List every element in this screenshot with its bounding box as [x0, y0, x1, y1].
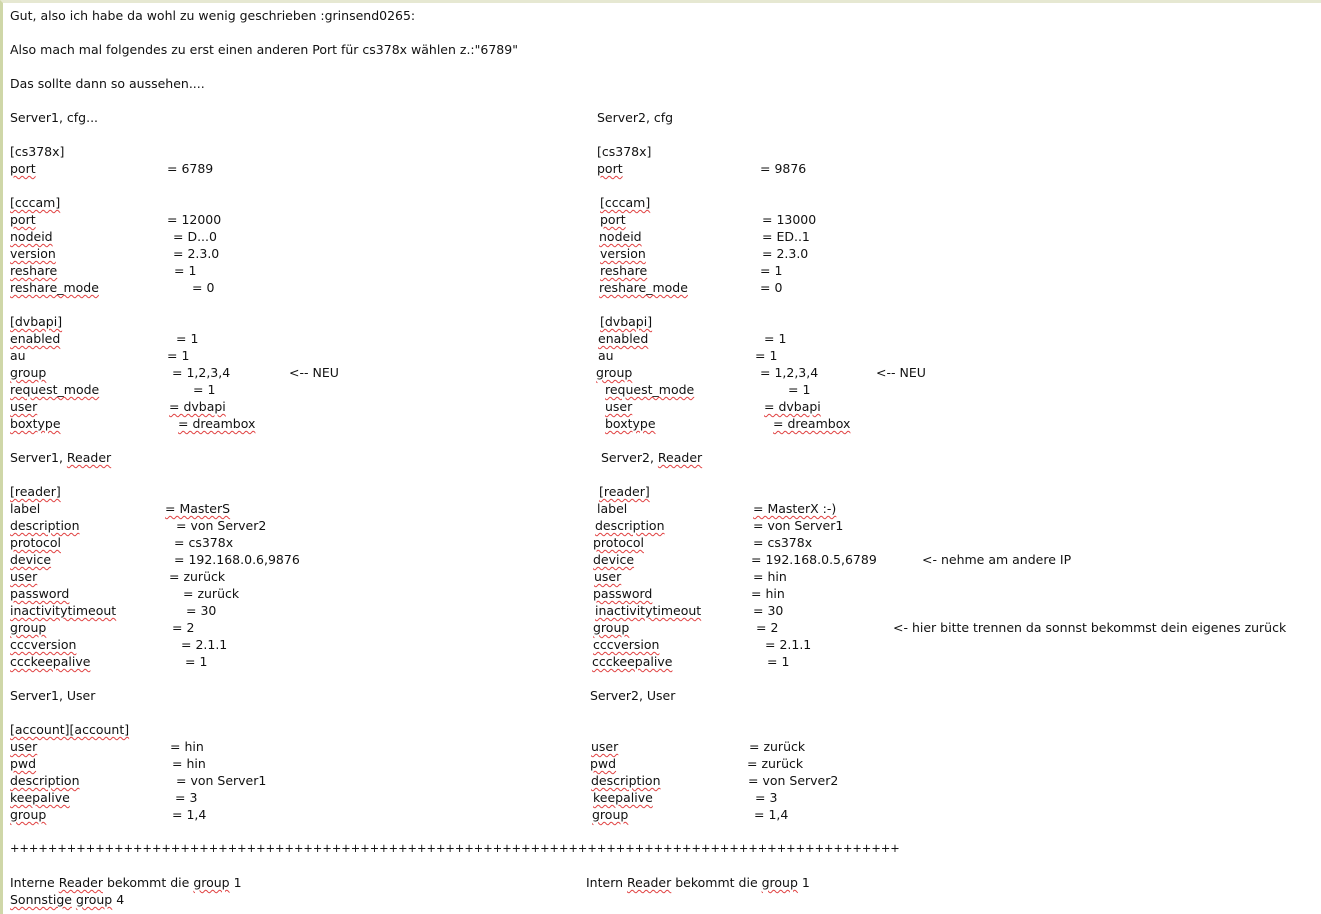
- s2-inactivity-value: = 30: [753, 603, 784, 618]
- s2-device-value: = 192.168.0.5,6789: [751, 552, 877, 567]
- s2-request-mode-key: request_mode: [605, 382, 695, 397]
- s1-account-description-value: = von Server1: [176, 773, 267, 788]
- s1-reader-user-value: = zurück: [169, 569, 226, 584]
- s1-user-value: = dvbapi: [169, 399, 226, 414]
- s1-reader-section: [reader]: [10, 484, 61, 499]
- s1-request-mode-key: request_mode: [10, 382, 100, 397]
- s1-version-value: = 2.3.0: [173, 246, 220, 261]
- s1-au-key: au: [10, 348, 26, 363]
- s1-reshare-value: = 1: [174, 263, 197, 278]
- s1-account-group-value: = 1,4: [172, 807, 207, 822]
- s1-label-key: label: [10, 501, 41, 516]
- s2-reader-user-value: = hin: [753, 569, 787, 584]
- intro-line-1: Gut, also ich habe da wohl zu wenig geschrieben :grinsend0265:: [10, 8, 416, 23]
- s2-dvbapi-section: [dvbapi]: [600, 314, 653, 329]
- server1-user-title: Server1, User: [10, 688, 96, 703]
- s2-cccam-port-value: = 13000: [762, 212, 817, 227]
- s2-account-description-value: = von Server2: [748, 773, 839, 788]
- s2-account-user-value: = zurück: [749, 739, 806, 754]
- s2-pwd-key: pwd: [590, 756, 617, 771]
- s2-group-note: <-- NEU: [876, 365, 926, 380]
- s1-keepalive-key: keepalive: [10, 790, 70, 805]
- s2-boxtype-key: boxtype: [605, 416, 656, 431]
- intro-line-2: Also mach mal folgendes zu erst einen anderen Port für cs378x wählen z.:"6789": [10, 42, 518, 57]
- s2-ccckeepalive-key: ccckeepalive: [592, 654, 673, 669]
- server1-reader-title: Server1, Reader: [10, 450, 112, 465]
- s1-nodeid-value: = D...0: [173, 229, 217, 244]
- s2-request-mode-value: = 1: [788, 382, 811, 397]
- footer-note-server2: Intern Reader bekommt die group 1: [586, 875, 810, 890]
- s2-reshare-mode-key: reshare_mode: [599, 280, 688, 295]
- s2-account-description-key: description: [591, 773, 661, 788]
- s2-label-key: label: [597, 501, 628, 516]
- s1-pwd-value: = hin: [172, 756, 206, 771]
- s2-cccam-section: [cccam]: [600, 195, 651, 210]
- s2-reshare-value: = 1: [760, 263, 783, 278]
- intro-line-3: Das sollte dann so aussehen....: [10, 76, 205, 91]
- s2-keepalive-value: = 3: [755, 790, 778, 805]
- s2-password-value: = hin: [751, 586, 785, 601]
- s1-cccam-port-value: = 12000: [167, 212, 222, 227]
- s2-port-key: port: [597, 161, 623, 176]
- s2-cccversion-value: = 2.1.1: [765, 637, 812, 652]
- s1-password-value: = zurück: [183, 586, 240, 601]
- s2-password-key: password: [593, 586, 653, 601]
- s1-account-section: [account][account]: [10, 722, 130, 737]
- s2-pwd-value: = zurück: [747, 756, 804, 771]
- s2-account-user-key: user: [591, 739, 619, 754]
- s1-cccversion-value: = 2.1.1: [181, 637, 228, 652]
- s2-reader-user-key: user: [594, 569, 622, 584]
- s1-protocol-value: = cs378x: [174, 535, 234, 550]
- s1-user-key: user: [10, 399, 38, 414]
- s1-inactivity-value: = 30: [186, 603, 217, 618]
- s1-reader-group-value: = 2: [172, 620, 195, 635]
- s1-enabled-key: enabled: [10, 331, 61, 346]
- s2-cccversion-key: cccversion: [593, 637, 660, 652]
- server2-reader-title: Server2, Reader: [601, 450, 703, 465]
- s2-label-value: = MasterX :-): [753, 501, 837, 516]
- s2-reader-group-value: = 2: [756, 620, 779, 635]
- server2-user-title: Server2, User: [590, 688, 676, 703]
- s1-dvbapi-section: [dvbapi]: [10, 314, 63, 329]
- s1-request-mode-value: = 1: [193, 382, 216, 397]
- s2-account-group-value: = 1,4: [754, 807, 789, 822]
- s1-group-value: = 1,2,3,4: [172, 365, 231, 380]
- server1-cfg-title: Server1, cfg...: [10, 110, 99, 125]
- s1-description-key: description: [10, 518, 80, 533]
- s2-nodeid-value: = ED..1: [762, 229, 810, 244]
- s1-account-user-key: user: [10, 739, 38, 754]
- s2-boxtype-value: = dreambox: [773, 416, 851, 431]
- footer-note-other: Sonnstige group 4: [10, 892, 125, 907]
- s2-enabled-key: enabled: [598, 331, 649, 346]
- s1-version-key: version: [10, 246, 56, 261]
- s2-nodeid-key: nodeid: [599, 229, 642, 244]
- s2-description-value: = von Server1: [753, 518, 844, 533]
- s1-account-user-value: = hin: [170, 739, 204, 754]
- s1-label-value: = MasterS: [165, 501, 231, 516]
- s1-pwd-key: pwd: [10, 756, 37, 771]
- s1-group-key: group: [10, 365, 47, 380]
- s2-keepalive-key: keepalive: [593, 790, 653, 805]
- s2-account-group-key: group: [592, 807, 629, 822]
- s1-boxtype-value: = dreambox: [178, 416, 256, 431]
- s1-keepalive-value: = 3: [175, 790, 198, 805]
- s1-account-group-key: group: [10, 807, 47, 822]
- s2-group-value: = 1,2,3,4: [760, 365, 819, 380]
- s1-reshare-mode-key: reshare_mode: [10, 280, 99, 295]
- s1-reshare-mode-value: = 0: [192, 280, 215, 295]
- s2-device-key: device: [593, 552, 635, 567]
- s2-device-note: <- nehme am andere IP: [922, 552, 1072, 567]
- s1-cccam-port-key: port: [10, 212, 36, 227]
- s2-ccckeepalive-value: = 1: [767, 654, 790, 669]
- s2-user-key: user: [605, 399, 633, 414]
- s2-cs378x-section: [cs378x]: [597, 144, 652, 159]
- s2-reader-group-key: group: [593, 620, 630, 635]
- s2-inactivity-key: inactivitytimeout: [595, 603, 702, 618]
- s1-reader-group-key: group: [10, 620, 47, 635]
- s1-boxtype-key: boxtype: [10, 416, 61, 431]
- s2-cccam-port-key: port: [600, 212, 626, 227]
- s2-group-key: group: [596, 365, 633, 380]
- s1-port-key: port: [10, 161, 36, 176]
- s1-cccversion-key: cccversion: [10, 637, 77, 652]
- s2-reshare-mode-value: = 0: [760, 280, 783, 295]
- s2-protocol-value: = cs378x: [753, 535, 813, 550]
- s2-protocol-key: protocol: [593, 535, 644, 550]
- s1-reader-user-key: user: [10, 569, 38, 584]
- s2-enabled-value: = 1: [764, 331, 787, 346]
- s1-nodeid-key: nodeid: [10, 229, 53, 244]
- s2-au-value: = 1: [755, 348, 778, 363]
- s1-enabled-value: = 1: [176, 331, 199, 346]
- s1-device-value: = 192.168.0.6,9876: [174, 552, 300, 567]
- s1-cccam-section: [cccam]: [10, 195, 61, 210]
- server2-cfg-title: Server2, cfg: [597, 110, 674, 125]
- footer-note-server1: Interne Reader bekommt die group 1: [10, 875, 242, 890]
- s1-password-key: password: [10, 586, 70, 601]
- s1-port-value: = 6789: [167, 161, 214, 176]
- s2-reshare-key: reshare: [600, 263, 648, 278]
- s2-reader-group-note: <- hier bitte trennen da sonnst bekommst dein eigenes zurück: [893, 620, 1287, 635]
- s1-account-description-key: description: [10, 773, 80, 788]
- s1-inactivity-key: inactivitytimeout: [10, 603, 117, 618]
- s2-version-key: version: [600, 246, 646, 261]
- s1-protocol-key: protocol: [10, 535, 61, 550]
- s1-group-note: <-- NEU: [289, 365, 339, 380]
- s1-device-key: device: [10, 552, 52, 567]
- s2-description-key: description: [595, 518, 665, 533]
- s1-cs378x-section: [cs378x]: [10, 144, 65, 159]
- s1-ccckeepalive-value: = 1: [185, 654, 208, 669]
- s2-reader-section: [reader]: [599, 484, 650, 499]
- s2-user-value: = dvbapi: [764, 399, 821, 414]
- s1-description-value: = von Server2: [176, 518, 267, 533]
- s2-port-value: = 9876: [760, 161, 807, 176]
- s1-au-value: = 1: [167, 348, 190, 363]
- separator-line: ++++++++++++++++++++++++++++++++++++++++++++++++++++++++++++++++++++++++++++++++++++++++++++++: [10, 842, 900, 855]
- s2-version-value: = 2.3.0: [762, 246, 809, 261]
- s2-au-key: au: [598, 348, 614, 363]
- s1-reshare-key: reshare: [10, 263, 58, 278]
- s1-ccckeepalive-key: ccckeepalive: [10, 654, 91, 669]
